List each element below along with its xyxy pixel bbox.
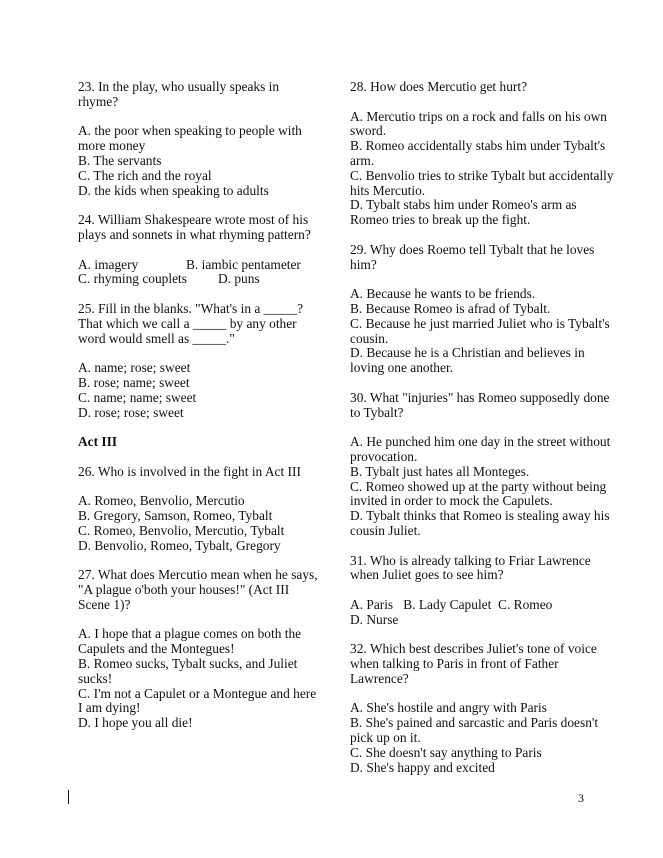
option-d: D. Because he is a Christian and believes in loving one another. [350, 345, 585, 376]
option-c: C. The rich and the royal [78, 167, 212, 183]
question-31 [350, 554, 615, 628]
question-text: 30. What "injuries" has Romeo supposedly done to Tybalt? [350, 389, 610, 420]
option-d: D. puns [218, 271, 260, 287]
option-c: C. She doesn't say anything to Paris [350, 744, 542, 760]
options [78, 124, 318, 198]
option-c: C. Romeo showed up at the party without being invited in order to mock the Capulets. [350, 478, 607, 509]
option-a: A. Romeo, Benvolio, Mercutio [78, 493, 245, 509]
option-b: B. Romeo sucks, Tybalt sucks, and Juliet sucks! [78, 656, 298, 686]
options [78, 361, 318, 420]
option-c: C. Because he just married Juliet who is Tybalt's cousin. [350, 315, 610, 346]
question-text: 23. In the play, who usually speaks in rhyme? [78, 79, 280, 109]
option-b: B. Gregory, Samson, Romeo, Tybalt [78, 508, 273, 524]
options [350, 287, 615, 376]
option-row-cd [78, 272, 318, 287]
question-25 [78, 302, 318, 420]
option-a: A. the poor when speaking to people with more money [78, 123, 302, 154]
option-c: C. rhyming couplets [78, 271, 187, 287]
option-b: B. The servants [78, 152, 162, 168]
question-32 [350, 642, 615, 775]
option-a: A. She's hostile and angry with Paris [350, 700, 547, 716]
option-b: B. Tybalt just hates all Monteges. [350, 463, 530, 479]
option-d: D. Benvolio, Romeo, Tybalt, Gregory [78, 537, 281, 553]
option-a: A. name; rose; sweet [78, 360, 191, 376]
question-28 [350, 80, 615, 228]
question-24 [78, 213, 318, 287]
question-27 [78, 568, 318, 731]
question-text: 28. How does Mercutio get hurt? [350, 79, 528, 94]
options [78, 258, 318, 288]
option-d: D. Tybalt thinks that Romeo is stealing away his cousin Juliet. [350, 508, 610, 538]
option-b: B. She's pained and sarcastic and Paris doesn't pick up on it. [350, 715, 599, 746]
option-a: A. Because he wants to be friends. [350, 286, 536, 302]
option-c: C. name; name; sweet [78, 389, 197, 405]
options [78, 627, 318, 731]
option-d: D. She's happy and excited [350, 759, 495, 775]
right-column [350, 80, 615, 790]
options [350, 701, 615, 775]
option-c: C. Romeo, Benvolio, Mercutio, Tybalt [78, 522, 285, 538]
option-row-ab [78, 258, 318, 273]
question-29 [350, 243, 615, 376]
options [78, 494, 318, 553]
question-text: 26. Who is involved in the fight in Act III [78, 463, 301, 479]
option-a: A. I hope that a plague comes on both the Capulets and the Montegues! [78, 626, 302, 657]
margin-bar [68, 790, 69, 804]
option-d: D. Tybalt stabs him under Romeo's arm as Romeo tries to break up the fight. [350, 197, 577, 228]
option-a: A. He punched him one day in the street without provocation. [350, 434, 611, 464]
option-row-abc: A. Paris B. Lady Capulet C. Romeo [350, 596, 553, 612]
option-a: A. imagery [78, 256, 139, 272]
option-b: B. iambic pentameter [186, 256, 301, 272]
option-d: D. the kids when speaking to adults [78, 182, 269, 198]
option-b: B. Romeo accidentally stabs him under Tybalt's arm. [350, 138, 606, 168]
act-heading: Act III [78, 434, 118, 450]
question-text: 24. William Shakespeare wrote most of his plays and sonnets in what rhyming pattern? [78, 212, 311, 242]
options [350, 110, 615, 228]
question-text: 32. Which best describes Juliet's tone of voice when talking to Paris in front of Father Lawrence? [350, 641, 597, 686]
option-b: B. Because Romeo is afrad of Tybalt. [350, 300, 551, 316]
question-26 [78, 465, 318, 554]
question-30 [350, 391, 615, 539]
option-c: C. Benvolio tries to strike Tybalt but accidentally hits Mercutio. [350, 167, 614, 198]
question-text: 25. Fill in the blanks. "What's in a _____? That which we call a _____ by any other word would smell as _____." [78, 300, 304, 346]
options [350, 598, 615, 628]
options [350, 435, 615, 539]
question-23 [78, 80, 318, 198]
question-text: 31. Who is already talking to Friar Lawrence when Juliet goes to see him? [350, 552, 591, 583]
option-a: A. Mercutio trips on a rock and falls on his own sword. [350, 108, 607, 139]
question-text: 27. What does Mercutio mean when he says, "A plague o'both your houses!" (Act III Scene 1)? [78, 567, 318, 612]
page-number: 3 [578, 791, 584, 805]
option-c: C. I'm not a Capulet or a Montegue and here I am dying! [78, 685, 317, 716]
option-d: D. Nurse [350, 611, 399, 627]
option-b: B. rose; name; sweet [78, 374, 190, 390]
left-column [78, 80, 318, 746]
option-d: D. rose; rose; sweet [78, 404, 184, 420]
question-text: 29. Why does Roemo tell Tybalt that he loves him? [350, 241, 595, 272]
option-d: D. I hope you all die! [78, 715, 193, 731]
